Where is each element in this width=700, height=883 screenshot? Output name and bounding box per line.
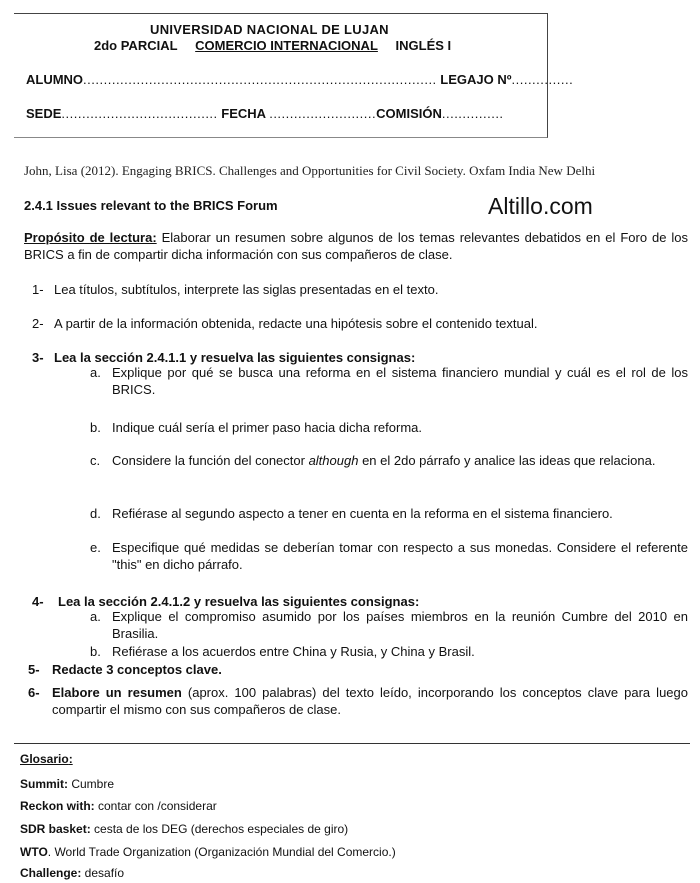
glossary-definition: . World Trade Organization (Organización Mundial del Comercio.)	[47, 845, 396, 859]
instruction-text-bold: Elabore un resumen	[52, 685, 182, 700]
glossary-entry	[20, 822, 348, 836]
sub-text: Especifique qué medidas se deberían tomar con respecto a sus monedas. Considere el referente "this" en dicho párrafo.	[112, 540, 688, 572]
sub-item-3a	[90, 364, 688, 398]
glossary-definition: contar con /considerar	[94, 799, 217, 813]
instruction-number: 3-	[32, 350, 44, 365]
alumno-label: ALUMNO	[26, 72, 84, 87]
sub-text: Refiérase a los acuerdos entre China y Rusia, y China y Brasil.	[112, 644, 475, 659]
glossary-entry	[20, 866, 124, 880]
sede-field[interactable]: ......................................	[61, 106, 218, 121]
sub-text: Refiérase al segundo aspecto a tener en cuenta en la reforma en el sistema financiero.	[112, 506, 613, 521]
glossary-term: Reckon with:	[20, 799, 95, 813]
sub-letter: d.	[90, 506, 101, 521]
sub-text-part: Considere la función del conector	[112, 453, 309, 468]
university-name: UNIVERSIDAD NACIONAL DE LUJAN	[150, 22, 389, 37]
purpose-label: Propósito de lectura:	[24, 230, 157, 245]
section-title: 2.4.1 Issues relevant to the BRICS Forum	[24, 198, 278, 213]
sub-item-3e	[90, 539, 688, 573]
citation: John, Lisa (2012). Engaging BRICS. Challenges and Opportunities for Civil Society. Oxfam India New Delhi	[24, 163, 596, 178]
exam-label: 2do PARCIAL	[94, 38, 178, 53]
sub-text: Explique por qué se busca una reforma en el sistema financiero mundial y cuál es el rol de los BRICS.	[112, 365, 688, 397]
instruction-text-rest: (aprox. 100 palabras) del texto leído, incorporando los conceptos clave para luego compartir el mismo con sus compañeros de clase.	[52, 685, 688, 717]
course-name: COMERCIO INTERNACIONAL	[195, 38, 378, 53]
sub-letter: a.	[90, 609, 101, 624]
glossary-definition: Cumbre	[68, 777, 115, 791]
sub-letter: e.	[90, 540, 101, 555]
language-label: INGLÉS I	[395, 38, 452, 53]
comision-label: COMISIÓN	[376, 106, 442, 121]
instruction-text: Lea títulos, subtítulos, interprete las siglas presentadas en el texto.	[54, 282, 439, 297]
instruction-number: 5-	[28, 662, 40, 677]
connector-word: although	[308, 453, 359, 468]
sub-item-4b	[90, 643, 688, 660]
purpose-text: Elaborar un resumen sobre algunos de los temas relevantes debatidos en el Foro de los BRICS a fin de compartir dicha información con sus compañeros de clase.	[24, 230, 688, 262]
instruction-text: Redacte 3 conceptos clave.	[52, 662, 222, 677]
divider	[14, 743, 690, 744]
glossary-term: WTO	[20, 845, 48, 859]
fecha-label: FECHA	[221, 106, 266, 121]
sub-item-3d	[90, 505, 688, 522]
sub-text-part: en el 2do párrafo y analice las ideas que relaciona.	[358, 453, 656, 468]
glossary-entry	[20, 799, 217, 813]
comision-field[interactable]: ...............	[441, 106, 504, 121]
alumno-row	[26, 72, 573, 87]
exam-line	[94, 38, 465, 53]
instruction-6	[28, 684, 688, 718]
sub-item-3c	[90, 452, 688, 486]
glossary-entry	[20, 845, 396, 859]
sub-letter: b.	[90, 420, 101, 435]
glossary-definition: cesta de los DEG (derechos especiales de giro)	[90, 822, 349, 836]
instruction-text	[52, 684, 688, 718]
glossary-entry	[20, 777, 114, 791]
glossary-title	[20, 752, 73, 766]
instruction-text: Lea la sección 2.4.1.1 y resuelva las siguientes consignas:	[54, 350, 416, 365]
instruction-text: A partir de la información obtenida, redacte una hipótesis sobre el contenido textual.	[54, 316, 538, 331]
instruction-number: 6-	[28, 685, 40, 700]
glossary-title-text: Glosario	[20, 752, 69, 766]
instruction-number: 4-	[32, 594, 44, 609]
fecha-field[interactable]: ..........................	[269, 106, 377, 121]
watermark: Altillo.com	[488, 193, 593, 219]
glossary-title-colon: :	[68, 752, 73, 766]
glossary-definition: desafío	[81, 866, 125, 880]
sub-item-3b	[90, 419, 688, 436]
sub-text: Explique el compromiso asumido por los países miembros en la reunión Cumbre del 2010 en Brasilia.	[112, 609, 688, 641]
legajo-field[interactable]: ...............	[511, 72, 574, 87]
sub-letter: a.	[90, 365, 101, 380]
glossary-term: Challenge:	[20, 866, 82, 880]
alumno-field[interactable]: ......................................................................................	[83, 72, 437, 87]
legajo-label: LEGAJO Nº	[440, 72, 512, 87]
reading-purpose	[24, 229, 688, 263]
sub-text	[112, 452, 688, 469]
sub-letter: c.	[90, 453, 101, 468]
glossary-term: SDR basket:	[20, 822, 91, 836]
sede-label: SEDE	[26, 106, 62, 121]
instruction-text: Lea la sección 2.4.1.2 y resuelva las siguientes consignas:	[58, 594, 420, 609]
sede-row	[26, 106, 504, 121]
instruction-number: 1-	[32, 282, 44, 297]
sub-text: Indique cuál sería el primer paso hacia dicha reforma.	[112, 420, 422, 435]
instruction-number: 2-	[32, 316, 44, 331]
glossary-term: Summit:	[20, 777, 68, 791]
sub-letter: b.	[90, 644, 101, 659]
sub-item-4a	[90, 608, 688, 642]
